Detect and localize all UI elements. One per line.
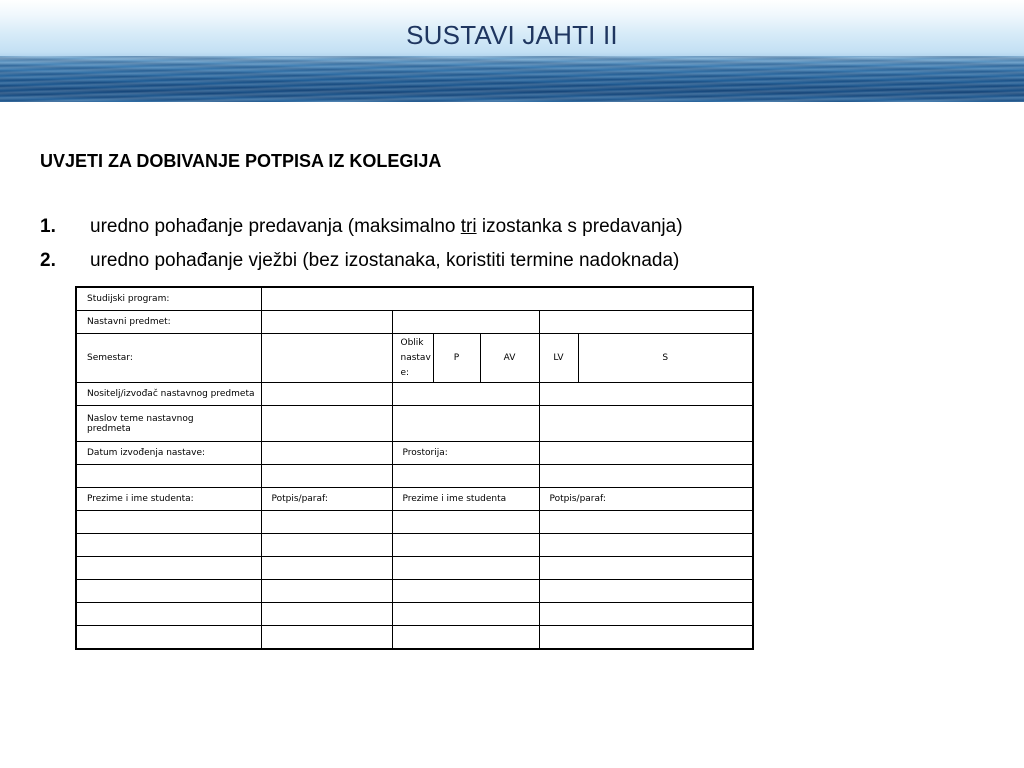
sea-image (0, 56, 1024, 102)
field-cell[interactable] (261, 406, 392, 442)
student-name-cell[interactable] (76, 511, 261, 534)
label-datum: Datum izvođenja nastave: (76, 442, 261, 465)
form-row (76, 406, 753, 442)
option-p[interactable]: P (433, 334, 480, 383)
condition-text: izostanka s predavanja) (476, 216, 683, 237)
field-cell[interactable] (539, 383, 753, 406)
field-studijski-program[interactable] (261, 287, 753, 311)
signature-cell[interactable] (261, 603, 392, 626)
condition-number: 2. (40, 250, 56, 271)
field-semestar[interactable] (261, 334, 392, 383)
form-row (76, 442, 753, 465)
field-cell[interactable] (539, 465, 753, 488)
student-header-row (76, 488, 753, 511)
signature-cell[interactable] (539, 557, 753, 580)
header-banner (0, 0, 1024, 102)
condition-1 (40, 216, 683, 238)
label-line: nastav (400, 352, 431, 363)
student-name-cell[interactable] (76, 534, 261, 557)
condition-2 (40, 250, 679, 272)
label-line: Oblik (400, 337, 424, 348)
signature-cell[interactable] (539, 511, 753, 534)
condition-text: uredno pohađanje vježbi (bez izostanaka, koristiti termine nadoknada) (90, 250, 680, 271)
field-cell[interactable] (261, 465, 392, 488)
form-row (76, 287, 753, 311)
student-row (76, 603, 753, 626)
condition-emphasis: tri (460, 216, 477, 237)
field-cell[interactable] (392, 406, 539, 442)
label-naslov-teme (76, 406, 261, 442)
field-cell[interactable] (261, 383, 392, 406)
form-row (76, 334, 753, 383)
field-cell[interactable] (392, 311, 539, 334)
field-datum[interactable] (261, 442, 392, 465)
student-name-cell[interactable] (392, 534, 539, 557)
label-oblik-nastave (392, 334, 433, 383)
header-signature: Potpis/paraf: (261, 488, 392, 511)
student-name-cell[interactable] (76, 580, 261, 603)
label-nositelj: Nositelj/izvođač nastavnog predmeta (76, 383, 261, 406)
condition-text: uredno pohađanje predavanja (maksimalno (90, 216, 461, 237)
form-row (76, 465, 753, 488)
student-name-cell[interactable] (392, 580, 539, 603)
signature-cell[interactable] (261, 511, 392, 534)
header-student-name: Prezime i ime studenta (392, 488, 539, 511)
student-name-cell[interactable] (76, 603, 261, 626)
student-name-cell[interactable] (392, 603, 539, 626)
signature-cell[interactable] (539, 580, 753, 603)
student-name-cell[interactable] (392, 511, 539, 534)
student-name-cell[interactable] (76, 557, 261, 580)
label-prostorija: Prostorija: (392, 442, 539, 465)
form-row (76, 383, 753, 406)
field-cell[interactable] (539, 406, 753, 442)
signature-cell[interactable] (539, 626, 753, 650)
form-row (76, 311, 753, 334)
student-row (76, 511, 753, 534)
option-lv[interactable]: LV (539, 334, 578, 383)
section-heading: UVJETI ZA DOBIVANJE POTPISA IZ KOLEGIJA (40, 151, 442, 171)
field-cell[interactable] (392, 465, 539, 488)
student-name-cell[interactable] (76, 626, 261, 650)
student-name-cell[interactable] (392, 626, 539, 650)
label-line: predmeta (87, 423, 131, 434)
label-nastavni-predmet: Nastavni predmet: (76, 311, 261, 334)
condition-number: 1. (40, 216, 56, 237)
student-row (76, 580, 753, 603)
header-student-name: Prezime i ime studenta: (76, 488, 261, 511)
signature-cell[interactable] (261, 626, 392, 650)
label-line: e: (400, 367, 410, 378)
student-row (76, 557, 753, 580)
signature-cell[interactable] (261, 534, 392, 557)
slide-title: SUSTAVI JAHTI II (406, 20, 618, 50)
label-studijski-program: Studijski program: (76, 287, 261, 311)
field-prostorija[interactable] (539, 442, 753, 465)
field-cell[interactable] (76, 465, 261, 488)
option-av[interactable]: AV (480, 334, 539, 383)
label-line: Naslov teme nastavnog (87, 413, 194, 424)
option-s[interactable]: S (578, 334, 753, 383)
signature-cell[interactable] (539, 603, 753, 626)
student-row (76, 626, 753, 650)
signature-cell[interactable] (261, 557, 392, 580)
label-semestar: Semestar: (76, 334, 261, 383)
header-signature: Potpis/paraf: (539, 488, 753, 511)
field-cell[interactable] (261, 311, 392, 334)
field-cell[interactable] (539, 311, 753, 334)
attendance-form (75, 286, 754, 650)
signature-cell[interactable] (261, 580, 392, 603)
student-row (76, 534, 753, 557)
student-name-cell[interactable] (392, 557, 539, 580)
field-cell[interactable] (392, 383, 539, 406)
signature-cell[interactable] (539, 534, 753, 557)
